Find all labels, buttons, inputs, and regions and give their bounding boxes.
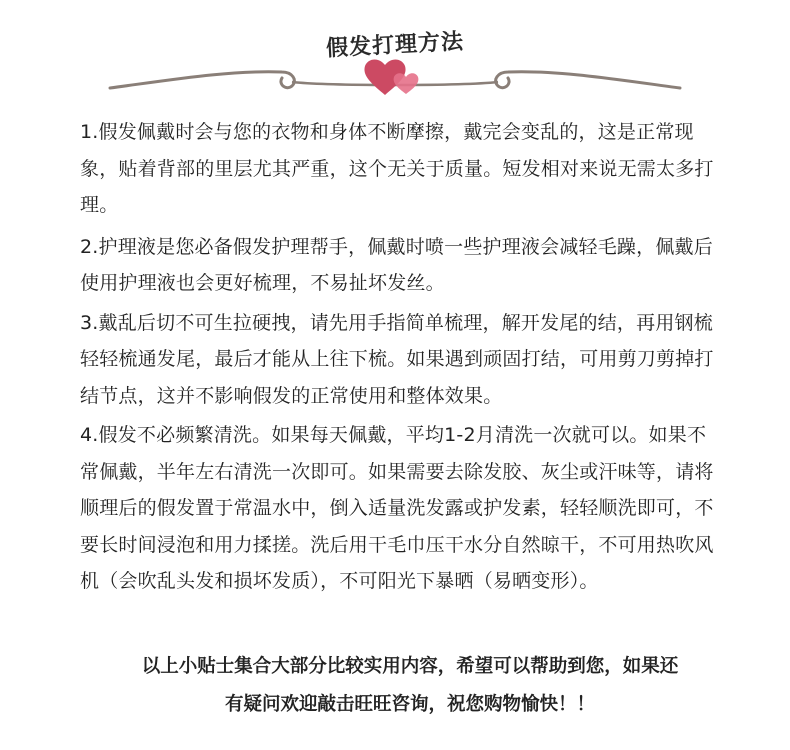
left-flourish-line	[110, 72, 294, 88]
header	[0, 0, 790, 110]
paragraph-3: 3.戴乱后切不可生拉硬拽，请先用手指简单梳理，解开发尾的结，再用钢梳轻轻梳通发尾，最后才能从上往下梳。如果遇到顽固打结，可用剪刀剪掉打结节点，这并不影响假发的正常使用和整体效果。	[80, 311, 714, 407]
paragraph-1: 1.假发佩戴时会与您的衣物和身体不断摩擦，戴完会变乱的，这是正常现象，贴着背部的里层尤其严重，这个无关于质量。短发相对来说无需太多打理。	[80, 121, 714, 216]
heart-icon-small	[394, 73, 419, 94]
care-instructions	[80, 114, 720, 604]
footer-note	[100, 648, 720, 724]
right-flourish-line	[496, 72, 680, 88]
paragraph-4: 4.假发不必频繁清洗。如果每天佩戴，平均1-2月清洗一次就可以。如果不常佩戴，半年左右清洗一次即可。如果需要去除发胶、灰尘或汗味等，请将顺理后的假发置于常温水中，倒入适量洗发露或护发素，轻轻顺洗即可，不要长时间浸泡和用力揉搓。洗后用干毛巾压干水分自然晾干，不可用热吹风机（会吹乱头发和损坏发质），不可阳光下暴晒（易晒变形）。	[80, 424, 714, 592]
page-title: 假发打理方法	[325, 29, 465, 62]
footer-line-1: 以上小贴士集合大部分比较实用内容，希望可以帮助到您，如果还	[141, 656, 679, 677]
footer-line-2: 有疑问欢迎敲击旺旺咨询，祝您购物愉快！！	[224, 694, 595, 715]
paragraph-2: 2.护理液是您必备假发护理帮手，佩戴时喷一些护理液会减轻毛躁，佩戴后使用护理液也会更好梳理，不易扯坏发丝。	[80, 235, 713, 294]
